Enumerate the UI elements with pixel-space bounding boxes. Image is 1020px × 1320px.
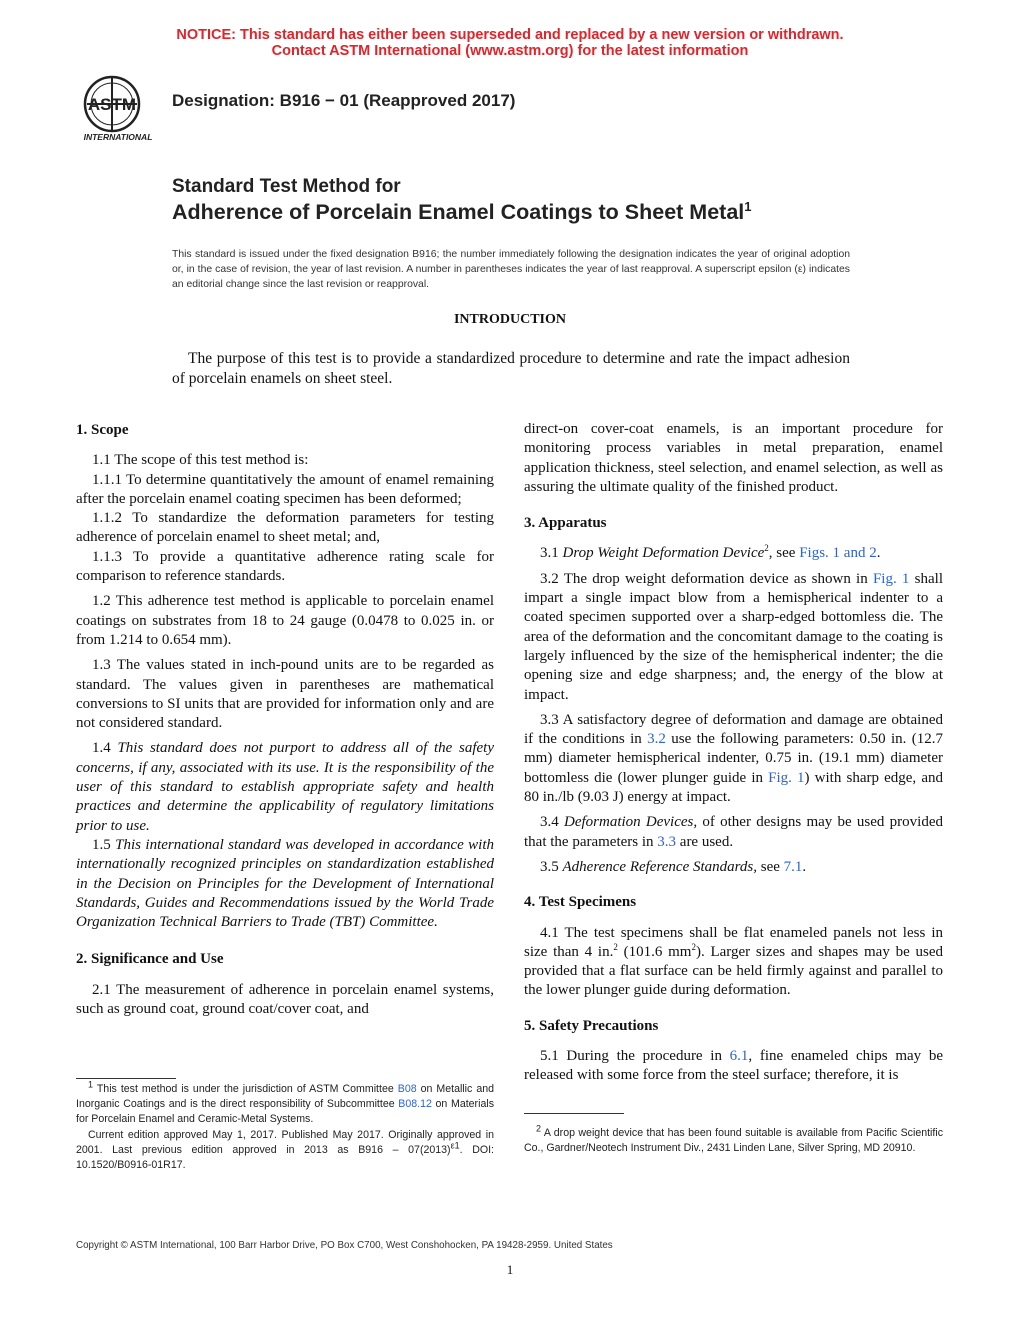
para-3-3 (524, 711, 943, 807)
safety-heading: 5. Safety Precautions (524, 1017, 659, 1034)
footnote-2 (524, 1123, 943, 1156)
para-2-1-continued: direct-on cover-coat enamels, is an important procedure for monitoring process variables in metal preparation, enamel application thickness, steel selection, and enamel selection, as well as assuring the ultimate quality of the finished product. (524, 421, 943, 495)
para-1-5-num: 1.5 (92, 836, 116, 853)
significance-heading: 2. Significance and Use (76, 951, 224, 968)
astm-logo (74, 72, 164, 144)
para-4-1-a: 4.1 The test specimens shall be flat enameled panels not less in size than 4 in. (524, 924, 943, 960)
section-3-3-link[interactable]: 3.3 (657, 833, 677, 850)
scope-heading: 1. Scope (76, 422, 129, 438)
para-3-2-a: 3.2 The drop weight deformation device as shown in (540, 570, 873, 587)
footnote-1-epsilon: ε1 (450, 1140, 460, 1151)
introduction-text (172, 349, 850, 389)
para-2-1: 2.1 The measurement of adherence in porcelain enamel systems, such as ground coat, ground coat/cover coat, and (76, 981, 494, 1018)
para-3-4 (524, 813, 943, 852)
para-1-5 (76, 836, 494, 932)
para-3-4-num: 3.4 (540, 814, 564, 831)
para-1-2: 1.2 This adherence test method is applicable to porcelain enamel coatings on substrates from 18 to 24 gauge (0.0478 to 0.025 in. or from 1.214 to 0.654 mm). (76, 593, 494, 648)
para-3-3-b: use the following parameters: 0.50 in. (12.7 mm) diameter hemispherical indenter, 0.75 in. (19.1 mm) diameter bottomless die (lower plunger guide in (524, 731, 943, 786)
para-3-5-num: 3.5 (540, 858, 563, 875)
para-4-1 (524, 924, 943, 1001)
introduction-heading: INTRODUCTION (453, 312, 566, 327)
para-4-1-sup1: 2 (613, 941, 618, 952)
para-1-3: 1.3 The values stated in inch-pound units are to be regarded as standard. The values given in parentheses are mathematical conversions to SI units that are provided for information only and are not considered standard. (76, 657, 494, 732)
footnote-1-b: on Metallic and Inorganic Coatings and is the direct responsibility of Subcommittee (76, 1083, 494, 1111)
section-3-2-link[interactable]: 3.2 (647, 731, 666, 748)
para-4-1-b: (101.6 mm (617, 943, 692, 960)
footnote-2-mark: 2 (536, 1123, 542, 1134)
test-specimens-heading: 4. Test Specimens (524, 894, 637, 911)
para-3-5-a: see (757, 858, 784, 875)
notice-line-2: Contact ASTM International (www.astm.org) for the latest information (271, 43, 749, 59)
para-5-1-b: , fine enameled chips may be released with some force from the steel surface; therefore, it is (524, 1048, 944, 1084)
footnote-2-body: A drop weight device that has been found suitable is available from Pacific Scientific Co., Gardner/Neotech Instrument Div., 2431 Linden Lane, Silver Spring, MD 20910. (524, 1127, 943, 1155)
para-1-1-1: 1.1.1 To determine quantitatively the amount of enamel remaining after the porcelain enamel coating specimen has been deformed; (76, 471, 494, 507)
section-6-1-link[interactable]: 6.1 (729, 1048, 749, 1065)
para-3-1-see: , see (768, 545, 800, 562)
footnote-2-text (524, 1123, 943, 1156)
title-line-2 (172, 200, 752, 225)
fig-1-link[interactable]: Fig. 1 (872, 570, 910, 587)
designation: Designation: B916 − 01 (Reapproved 2017) (172, 91, 516, 110)
copyright-footer: Copyright © ASTM International, 100 Barr Harbor Drive, PO Box C700, West Conshohocken, PA 19428-2959. United States (76, 1240, 613, 1251)
para-1-1: 1.1 The scope of this test method is: (92, 452, 309, 469)
logo-international: INTERNATIONAL (83, 132, 153, 142)
title-line-1: Standard Test Method for (172, 176, 401, 197)
para-4-1-c: ). Larger sizes and shapes may be used provided that a flat surface can be held firmly against and parallel to the lower plunger guide during deformation. (524, 943, 943, 999)
page-number: 1 (506, 1262, 514, 1277)
para-3-4-a: of other designs may be used provided that the parameters in (524, 814, 943, 850)
para-1-4-num: 1.4 (92, 740, 118, 757)
footnote-1-c: on Materials for Porcelain Enamel and Ceramic-Metal Systems. (76, 1098, 494, 1126)
para-3-4-b: are used. (676, 833, 734, 850)
para-3-1-end: . (876, 545, 881, 562)
footnote-1-edition-b: . DOI: 10.1520/B0916-01R17. (76, 1143, 494, 1172)
footnote-1-edition-a: Current edition approved May 1, 2017. Published May 2017. Originally approved in 2001. Last previous edition approved in 2013 as B916 – 07(2013) (76, 1128, 494, 1156)
para-1-1-2: 1.1.2 To standardize the deformation parameters for testing adherence of porcelain enamel to sheet metal; and, (76, 510, 494, 546)
section-7-1-link[interactable]: 7.1 (783, 858, 803, 875)
committee-b08-link[interactable]: B08 (397, 1083, 417, 1095)
logo-letters: ASTM (87, 95, 137, 114)
footnote-1-text (76, 1079, 494, 1128)
title-footnote-mark: 1 (744, 198, 752, 214)
footnote-rule-right (524, 1113, 624, 1114)
para-3-4-term: Deformation Devices, (564, 814, 698, 831)
para-3-2 (524, 570, 943, 705)
para-1-4-text: This standard does not purport to address all of the safety concerns, if any, associated with its use. It is the responsibility of the user of this standard to establish appropriate safety and health practices and determine the applicability of regulatory limitations prior to use. (76, 740, 495, 834)
para-3-1-term: Drop Weight Deformation Device (562, 545, 765, 562)
right-column (524, 420, 943, 1092)
para-3-5-b: . (802, 858, 807, 875)
fig-1-link-2[interactable]: Fig. 1 (768, 769, 805, 786)
para-5-1 (524, 1047, 943, 1086)
footnote-1-edition (76, 1128, 494, 1174)
para-5-1-a: 5.1 During the procedure in (540, 1048, 730, 1065)
para-3-5-term: Adherence Reference Standards, (562, 858, 758, 875)
left-column (76, 421, 494, 1025)
footnote-1-mark: 1 (88, 1079, 94, 1090)
para-3-1 (524, 544, 943, 563)
astm-logo-mark (74, 72, 164, 144)
figs-1-2-link[interactable]: Figs. 1 and 2 (799, 545, 877, 562)
para-3-3-a: 3.3 A satisfactory degree of deformation and damage are obtained if the conditions in (524, 711, 943, 748)
para-3-2-b: shall impart a single impact blow from a hemispherical indenter to a coated specimen supported over a sharp-edged bottomless die. The area of the deformation and the concomitant damage to the coating is largely influenced by the size of the hemispherical indenter; the die opening size and edge sharpness; and, the energy of the blow at impact. (524, 570, 943, 703)
para-4-1-sup2: 2 (691, 941, 696, 952)
para-3-1-footnote: 2 (764, 543, 769, 554)
footnote-1-a: This test method is under the jurisdiction of ASTM Committee (93, 1083, 398, 1095)
para-1-5-text: This international standard was developed in accordance with internationally recognized principles on standardization established in the Decision on Principles for the Development of International Standards, Guides and Recommendations issued by the World Trade Organization Technical Barriers to Trade (TBT) Committee. (76, 836, 494, 931)
para-3-3-c: ) with sharp edge, and 80 in./lb (9.03 J) energy at impact. (524, 769, 943, 806)
issued-note: This standard is issued under the fixed designation B916; the number immediately following the designation indicates the year of original adoption or, in the case of revision, the year of last revision. A number in parentheses indicates the year of last reapproval. A superscript epsilon (ε) indicates an editorial change since the last revision or reapproval. (172, 249, 850, 290)
notice-line-1: NOTICE: This standard has either been superseded and replaced by a new version or withdrawn. (176, 27, 844, 43)
para-3-5 (524, 858, 943, 877)
para-1-1-3: 1.1.3 To provide a quantitative adherence rating scale for comparison to reference standards. (76, 548, 494, 585)
footnote-1 (76, 1079, 494, 1173)
subcommittee-b08-12-link[interactable]: B08.12 (398, 1098, 432, 1111)
para-3-1-num: 3.1 (540, 545, 563, 562)
apparatus-heading: 3. Apparatus (524, 515, 607, 532)
introduction-paragraph: The purpose of this test is to provide a standardized procedure to determine and rate the impact adhesion of porcelain enamels on sheet steel. (172, 350, 850, 387)
title-main: Adherence of Porcelain Enamel Coatings to Sheet Metal (172, 200, 745, 224)
para-1-4 (76, 739, 494, 835)
